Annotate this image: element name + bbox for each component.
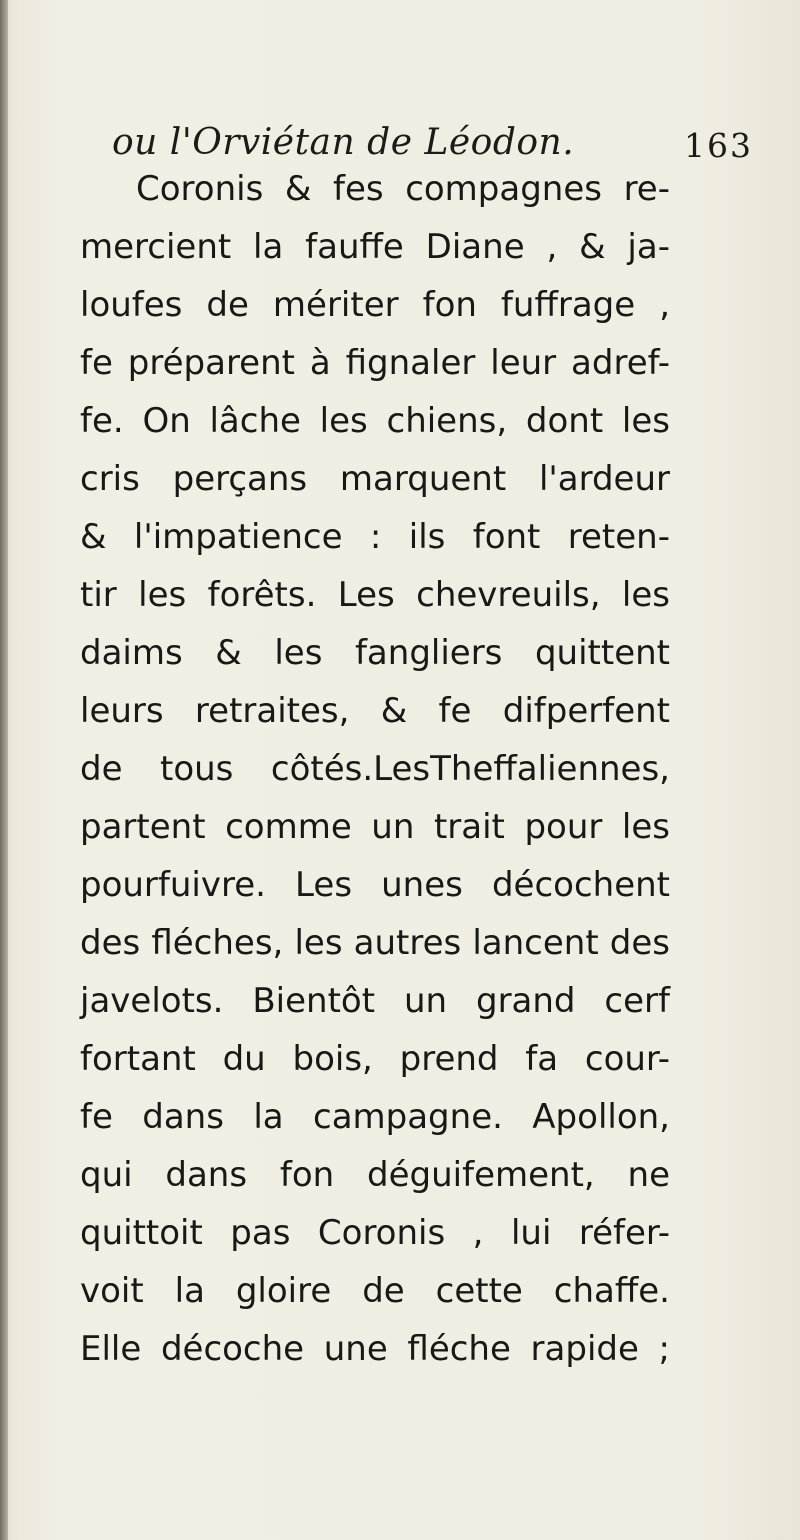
text-line: leurs retraites, & fe difperfent	[80, 691, 670, 731]
text-line: fortant du bois, prend fa cour-	[80, 1039, 670, 1079]
text-line: fe dans la campagne. Apollon,	[80, 1097, 670, 1137]
page-spine-edge	[0, 0, 8, 1540]
text-line: Coronis & fes compagnes re-	[136, 169, 670, 209]
text-line: Elle décoche une fléche rapide ;	[80, 1329, 670, 1369]
text-line: de tous côtés.LesTheffaliennes,	[80, 749, 670, 789]
text-line: javelots. Bientôt un grand cerf	[80, 981, 670, 1021]
text-line: daims & les fangliers quittent	[80, 633, 670, 673]
text-line: fe préparent à fignaler leur adref-	[80, 343, 670, 383]
text-line: voit la gloire de cette chaffe.	[80, 1271, 670, 1311]
text-line: qui dans fon déguifement, ne	[80, 1155, 670, 1195]
text-line: des fléches, les autres lancent des	[80, 923, 670, 963]
text-line: tir les forêts. Les chevreuils, les	[80, 575, 670, 615]
text-line: quittoit pas Coronis , lui réfer-	[80, 1213, 670, 1253]
text-line: cris perçans marquent l'ardeur	[80, 459, 670, 499]
text-line: fe. On lâche les chiens, dont les	[80, 401, 670, 441]
text-line: pourfuivre. Les unes décochent	[80, 865, 670, 905]
text-line: loufes de mériter fon fuffrage ,	[80, 285, 670, 325]
running-title: ou l'Orviétan de Léodon.	[112, 122, 575, 163]
page-number: 163	[684, 126, 753, 165]
text-line: partent comme un trait pour les	[80, 807, 670, 847]
text-line: mercient la fauffe Diane , & ja-	[80, 227, 670, 267]
text-line: & l'impatience : ils font reten-	[80, 517, 670, 557]
